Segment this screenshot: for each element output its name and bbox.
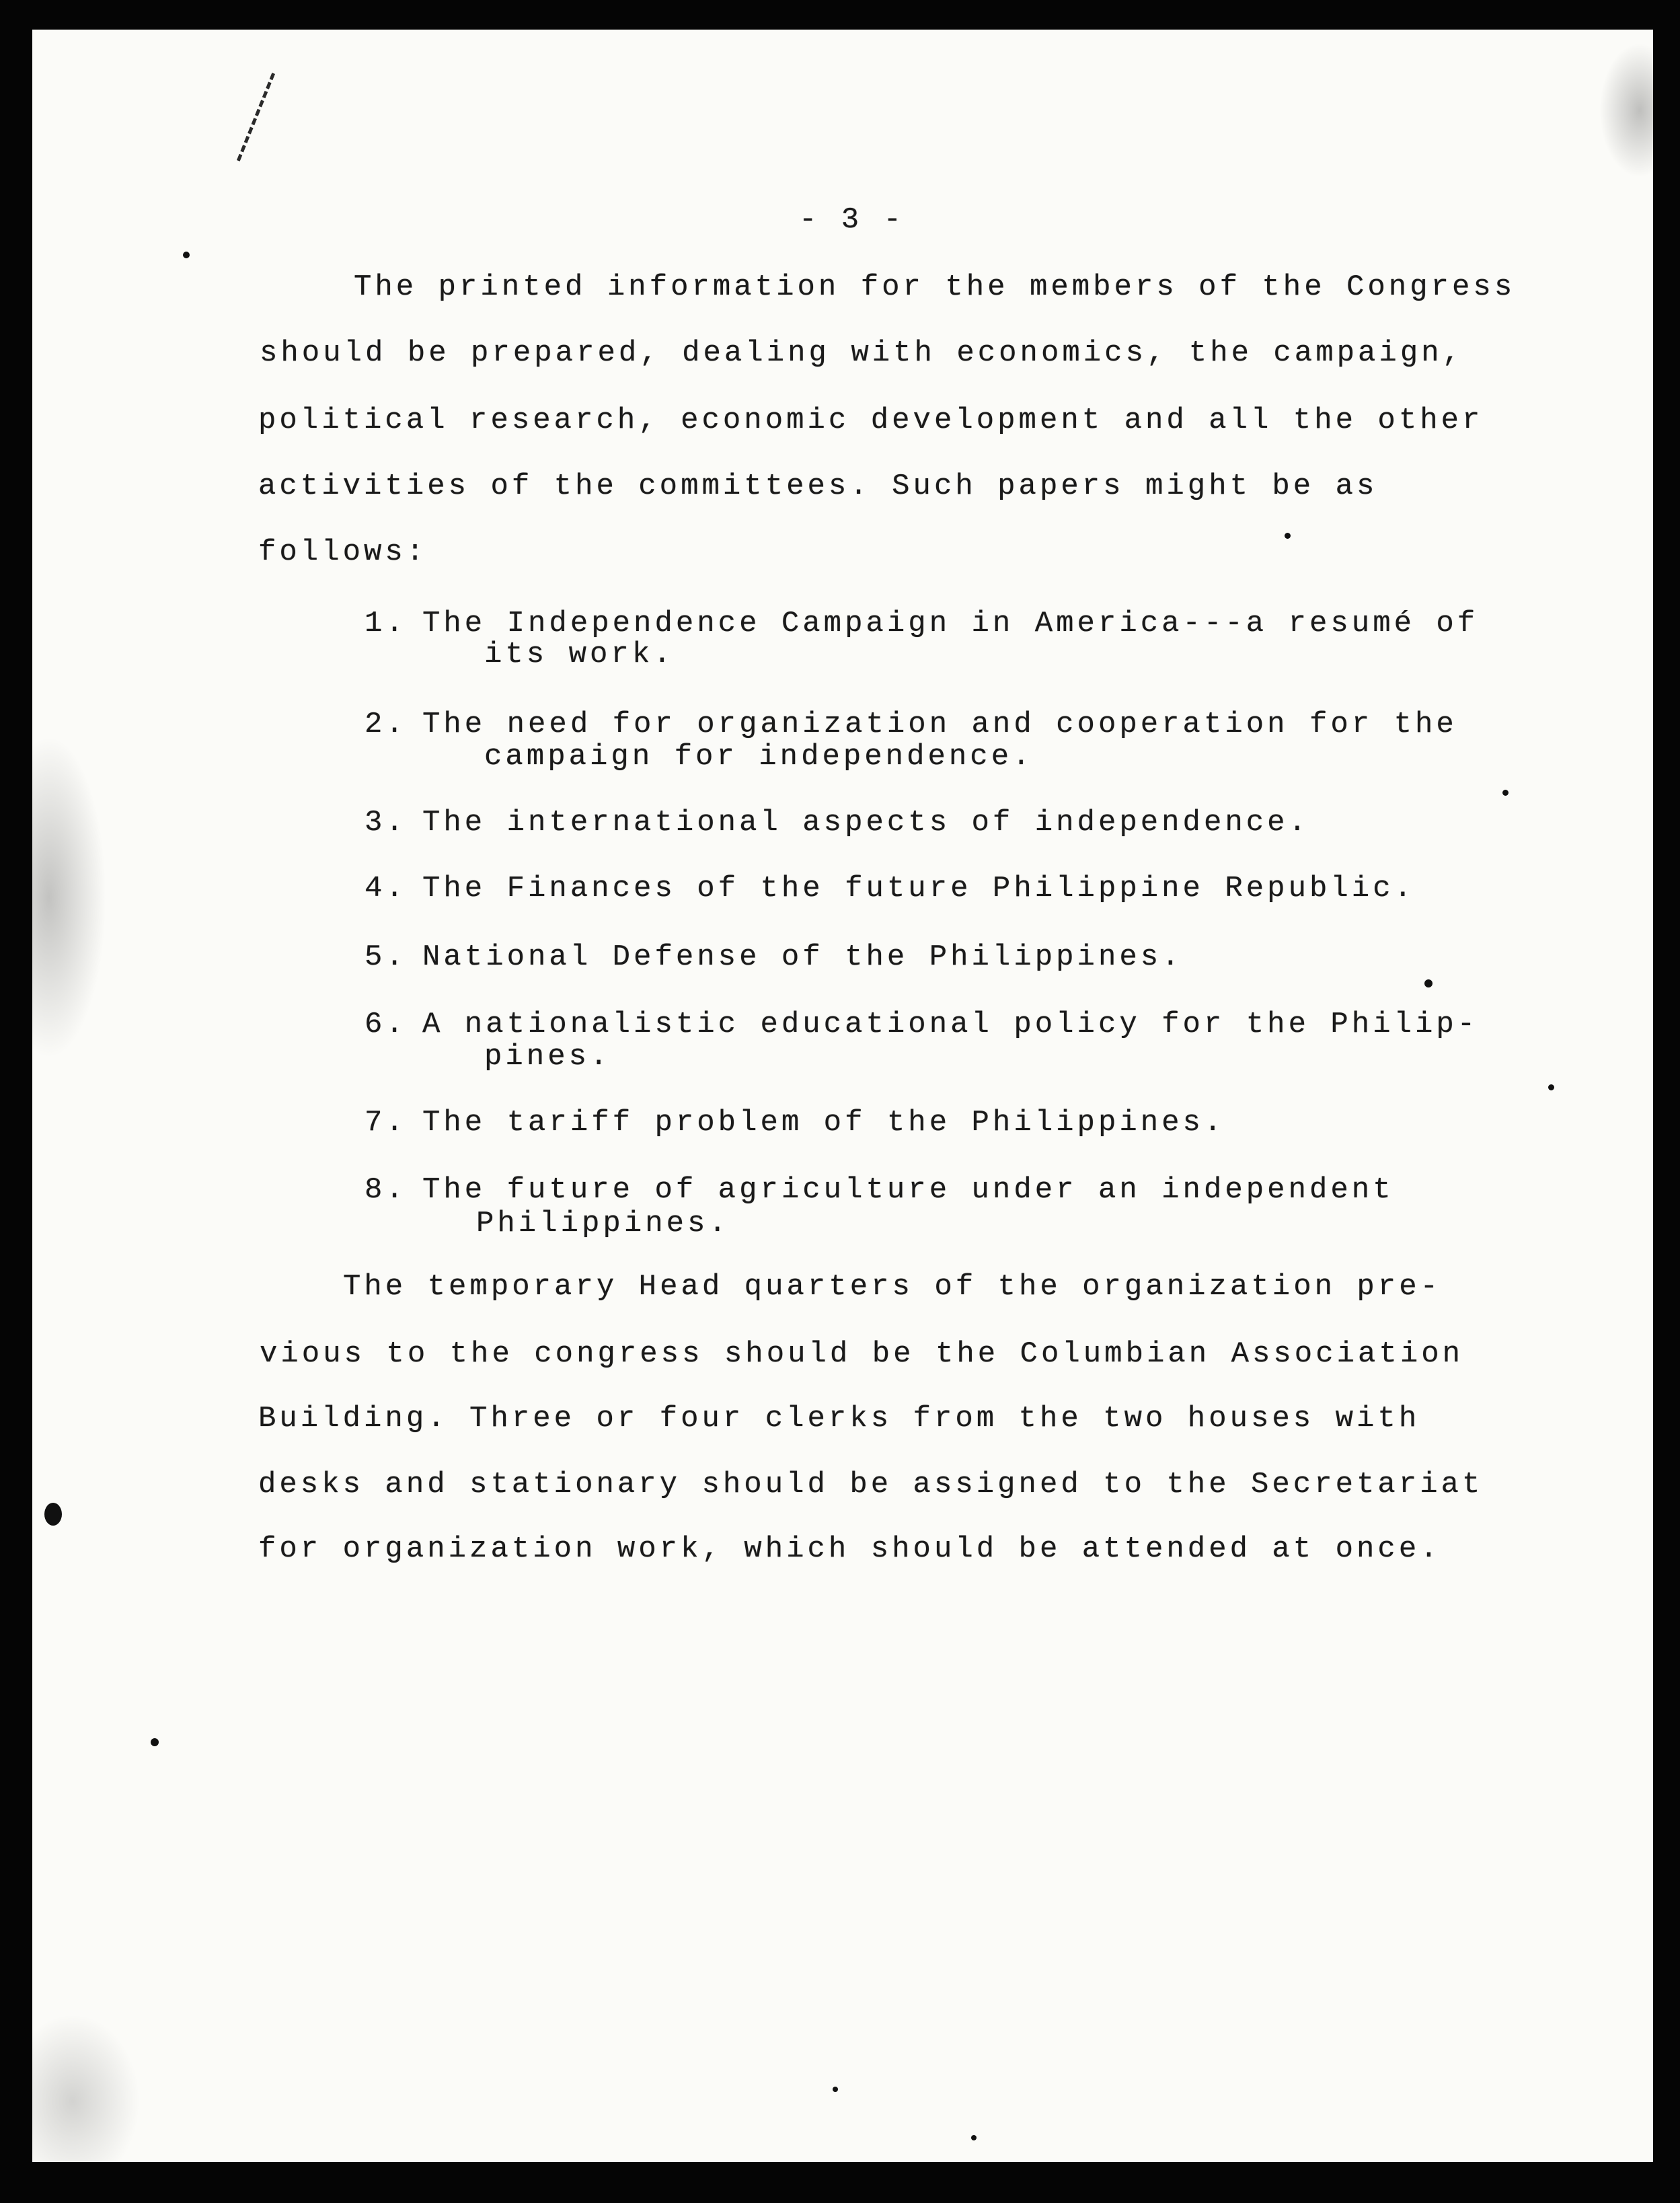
list-item-8-line-2: Philippines. bbox=[476, 1207, 730, 1240]
list-item-8-line-1: The future of agriculture under an independent bbox=[422, 1173, 1394, 1207]
closing-line-5: for organization work, which should be attended at once. bbox=[258, 1532, 1441, 1566]
ink-speck bbox=[833, 2087, 838, 2092]
list-item-2-number: 2. bbox=[365, 708, 407, 741]
list-item-1-line-1: The Independence Campaign in America---a resumé of bbox=[422, 607, 1479, 640]
page-number: - 3 - bbox=[799, 203, 905, 237]
list-item-5-line-1: National Defense of the Philippines. bbox=[422, 940, 1183, 974]
ink-speck bbox=[151, 1738, 159, 1746]
intro-line-5: follows: bbox=[258, 535, 428, 569]
list-item-7-line-1: The tariff problem of the Philippines. bbox=[422, 1106, 1225, 1140]
intro-line-4: activities of the committees. Such papers might be as bbox=[258, 470, 1378, 503]
list-item-2-line-2: campaign for independence. bbox=[484, 740, 1034, 774]
ink-blot bbox=[44, 1503, 62, 1526]
list-item-3-line-1: The international aspects of independence. bbox=[422, 806, 1309, 839]
closing-line-4: desks and stationary should be assigned to the Secretariat bbox=[258, 1468, 1484, 1501]
list-item-1-line-2: its work. bbox=[484, 638, 675, 671]
ink-speck bbox=[1285, 533, 1291, 539]
ink-speck bbox=[1548, 1084, 1554, 1090]
list-item-6-number: 6. bbox=[365, 1008, 407, 1041]
intro-line-2: should be prepared, dealing with economics, the campaign, bbox=[260, 336, 1464, 370]
ink-speck bbox=[183, 252, 190, 258]
intro-line-1: The printed information for the members of the Congress bbox=[354, 270, 1516, 304]
list-item-8-number: 8. bbox=[365, 1173, 407, 1207]
intro-line-3: political research, economic development and all the other bbox=[258, 404, 1484, 437]
ink-speck bbox=[1424, 979, 1433, 987]
list-item-4-line-1: The Finances of the future Philippine Republic. bbox=[422, 872, 1416, 905]
list-item-2-line-1: The need for organization and cooperation for the bbox=[422, 708, 1457, 741]
list-item-1-number: 1. bbox=[365, 607, 407, 640]
scan-smudge-right bbox=[1599, 43, 1653, 178]
list-item-6-line-2: pines. bbox=[484, 1040, 611, 1074]
list-item-3-number: 3. bbox=[365, 806, 407, 839]
closing-line-2: vious to the congress should be the Columbian Association bbox=[260, 1337, 1464, 1371]
pen-scratch-mark bbox=[237, 73, 275, 161]
list-item-7-number: 7. bbox=[365, 1106, 407, 1140]
ink-speck bbox=[971, 2135, 977, 2140]
typewritten-page bbox=[32, 30, 1653, 2162]
ink-speck bbox=[1502, 790, 1509, 796]
closing-line-1: The temporary Head quarters of the organization pre- bbox=[343, 1270, 1442, 1304]
scan-smudge-bottom bbox=[32, 2014, 140, 2162]
list-item-5-number: 5. bbox=[365, 940, 407, 974]
closing-line-3: Building. Three or four clerks from the two houses with bbox=[258, 1402, 1420, 1435]
list-item-6-line-1: A nationalistic educational policy for the Philip- bbox=[422, 1008, 1479, 1041]
scan-smudge-left bbox=[32, 736, 106, 1059]
list-item-4-number: 4. bbox=[365, 872, 407, 905]
